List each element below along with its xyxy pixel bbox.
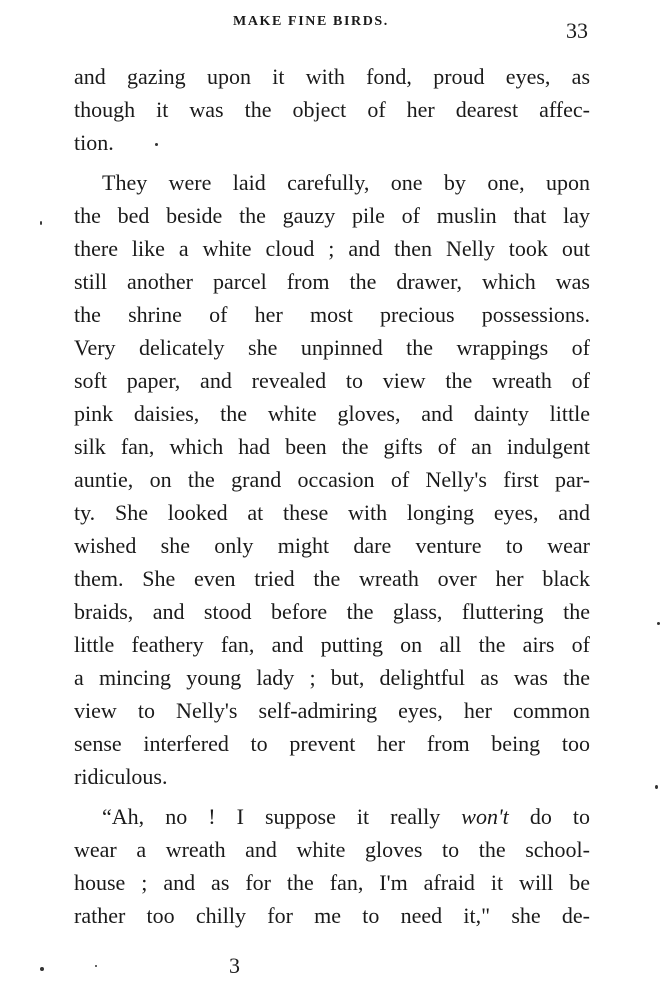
text-line: though it was the object of her dearest affec- (74, 97, 590, 122)
signature-mark: 3 (229, 953, 240, 978)
text-line: the shrine of her most precious possessions. (74, 302, 590, 327)
ink-speck (655, 785, 658, 789)
text-line: little feathery fan, and putting on all the airs of (74, 632, 590, 657)
text-line: there like a white cloud ; and then Nelly took out (74, 236, 590, 261)
text-line: wear a wreath and white gloves to the school- (74, 837, 590, 862)
text-line: braids, and stood before the glass, fluttering the (74, 599, 590, 624)
text-line: soft paper, and revealed to view the wreath of (74, 368, 590, 393)
text-line: wished she only might dare venture to wear (74, 533, 590, 558)
text-line: still another parcel from the drawer, which was (74, 269, 590, 294)
ink-speck (155, 143, 158, 146)
text-line: rather too chilly for me to need it," she de- (74, 903, 590, 928)
text-line: tion. (74, 130, 114, 155)
ink-speck (40, 967, 44, 971)
text-line: pink daisies, the white gloves, and dainty little (74, 401, 590, 426)
quote-line (102, 804, 590, 830)
text-line: and gazing upon it with fond, proud eyes, as (74, 64, 590, 89)
text-line: house ; and as for the fan, I'm afraid it will be (74, 870, 590, 895)
text-line: them. She even tried the wreath over her black (74, 566, 590, 591)
ink-speck (657, 622, 660, 625)
running-head: MAKE FINE BIRDS. (233, 14, 389, 29)
ink-speck (40, 221, 42, 225)
text-line: ty. She looked at these with longing eyes, and (74, 500, 590, 525)
quote-emphasis: won't (461, 804, 509, 829)
text-line: silk fan, which had been the gifts of an indulgent (74, 434, 590, 459)
text-line: ridiculous. (74, 764, 168, 789)
text-line: a mincing young lady ; but, delightful as was the (74, 665, 590, 690)
quote-open: “Ah, no ! I suppose it really (102, 804, 462, 829)
quote-close: do to (508, 804, 590, 829)
page-number: 33 (566, 18, 588, 43)
text-line: Very delicately she unpinned the wrappings of (74, 335, 590, 360)
text-line: the bed beside the gauzy pile of muslin that lay (74, 203, 590, 228)
text-line: auntie, on the grand occasion of Nelly's first par- (74, 467, 590, 492)
text-line: view to Nelly's self-admiring eyes, her common (74, 698, 590, 723)
ink-speck (95, 965, 97, 967)
text-line: sense interfered to prevent her from being too (74, 731, 590, 756)
text-line: They were laid carefully, one by one, upon (102, 170, 590, 195)
